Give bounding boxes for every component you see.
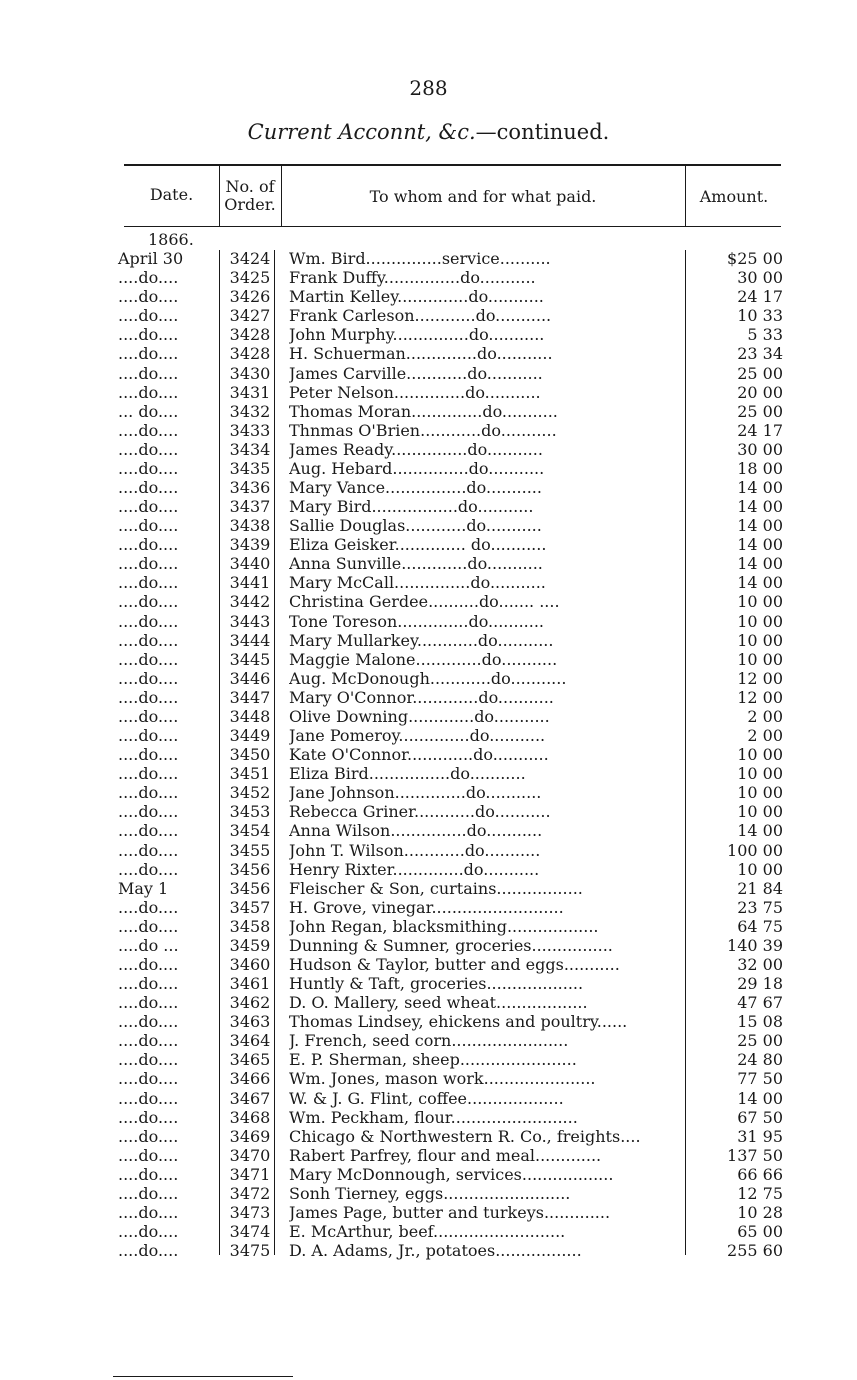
- table-row: [0, 249, 857, 268]
- row-description: Rabert Parfrey, flour and meal.............: [289, 1145, 602, 1165]
- row-date: ....do....: [118, 1164, 179, 1184]
- row-order-number: 3428: [229, 344, 271, 364]
- table-row: [0, 1203, 857, 1222]
- row-description: Peter Nelson..............do...........: [289, 382, 541, 402]
- row-description: Aug. McDonough............do...........: [289, 668, 567, 688]
- row-amount: 140 39: [727, 935, 783, 955]
- row-description: Anna Sunville.............do...........: [289, 554, 543, 574]
- table-row: [0, 650, 857, 669]
- row-description: Wm. Jones, mason work......................: [289, 1069, 596, 1089]
- row-order-number: 3451: [229, 764, 271, 784]
- row-amount: 10 28: [737, 1202, 783, 1222]
- row-date: ....do....: [118, 439, 179, 459]
- ledger-rows: [0, 230, 857, 1260]
- row-order-number: 3455: [229, 840, 271, 860]
- row-date: ....do....: [118, 611, 179, 631]
- row-description: Anna Wilson...............do...........: [289, 821, 543, 841]
- row-order-number: 3431: [229, 382, 271, 402]
- row-order-number: 3454: [229, 821, 271, 841]
- row-description: Mary Vance................do...........: [289, 478, 542, 498]
- row-date: ....do ...: [118, 935, 179, 955]
- row-description: Fleischer & Son, curtains.................: [289, 878, 583, 898]
- page-title: [0, 120, 857, 144]
- row-order-number: 3447: [229, 687, 271, 707]
- table-row: [0, 1089, 857, 1108]
- row-order-number: 3470: [229, 1145, 271, 1165]
- row-description: Thnmas O'Brien............do...........: [289, 420, 557, 440]
- row-order-number: 3450: [229, 745, 271, 765]
- row-date: ....do....: [118, 649, 179, 669]
- row-description: Jane Pomeroy..............do...........: [289, 726, 546, 746]
- row-description: J. French, seed corn.......................: [289, 1031, 569, 1051]
- row-amount: 12 75: [737, 1183, 783, 1203]
- row-order-number: 3440: [229, 554, 271, 574]
- row-description: John T. Wilson............do...........: [289, 840, 541, 860]
- row-date: ....do....: [118, 1088, 179, 1108]
- row-date: ....do....: [118, 458, 179, 478]
- table-row: [0, 325, 857, 344]
- row-date: ....do....: [118, 325, 179, 345]
- row-order-number: 3472: [229, 1183, 271, 1203]
- row-order-number: 3464: [229, 1031, 271, 1051]
- row-date: ....do....: [118, 745, 179, 765]
- row-amount: 10 00: [737, 859, 783, 879]
- row-date: ....do....: [118, 306, 179, 326]
- row-amount: 67 50: [737, 1107, 783, 1127]
- row-amount: 10 00: [737, 592, 783, 612]
- table-row: [0, 764, 857, 783]
- row-date: ....do....: [118, 1050, 179, 1070]
- table-row: [0, 612, 857, 631]
- header-description: To whom and for what paid.: [369, 187, 597, 206]
- row-description: Henry Rixter..............do...........: [289, 859, 540, 879]
- table-row: [0, 802, 857, 821]
- row-order-number: 3441: [229, 573, 271, 593]
- row-description: Mary Bird.................do...........: [289, 497, 534, 517]
- row-amount: 14 00: [737, 573, 783, 593]
- column-divider: [281, 166, 282, 226]
- row-date: ....do....: [118, 554, 179, 574]
- row-order-number: 3442: [229, 592, 271, 612]
- row-date: April 30: [118, 249, 184, 269]
- table-row: [0, 440, 857, 459]
- table-row: [0, 1012, 857, 1031]
- row-order-number: 3434: [229, 439, 271, 459]
- table-row: [0, 1050, 857, 1069]
- table-row: [0, 402, 857, 421]
- row-description: E. McArthur, beef..........................: [289, 1222, 566, 1242]
- row-order-number: 3471: [229, 1164, 271, 1184]
- row-description: Mary McCall...............do...........: [289, 573, 546, 593]
- year-row: [0, 230, 857, 249]
- row-amount: 14 00: [737, 821, 783, 841]
- row-amount: 23 75: [737, 897, 783, 917]
- row-amount: 10 00: [737, 764, 783, 784]
- row-amount: 2 00: [747, 726, 783, 746]
- row-date: ....do....: [118, 1202, 179, 1222]
- table-row: [0, 860, 857, 879]
- row-order-number: 3462: [229, 993, 271, 1013]
- row-order-number: 3459: [229, 935, 271, 955]
- row-amount: 25 00: [737, 401, 783, 421]
- row-order-number: 3456: [229, 859, 271, 879]
- row-order-number: 3424: [229, 249, 271, 269]
- row-date: ....do....: [118, 1183, 179, 1203]
- row-description: James Ready...............do...........: [289, 439, 543, 459]
- row-order-number: 3458: [229, 916, 271, 936]
- row-amount: 14 00: [737, 554, 783, 574]
- row-amount: 18 00: [737, 458, 783, 478]
- row-amount: 25 00: [737, 1031, 783, 1051]
- row-order-number: 3437: [229, 497, 271, 517]
- row-description: Frank Duffy...............do...........: [289, 268, 536, 288]
- row-date: ....do....: [118, 363, 179, 383]
- row-amount: 65 00: [737, 1222, 783, 1242]
- row-order-number: 3461: [229, 974, 271, 994]
- row-date: ....do....: [118, 974, 179, 994]
- row-amount: 64 75: [737, 916, 783, 936]
- table-row: [0, 535, 857, 554]
- row-order-number: 3446: [229, 668, 271, 688]
- row-date: May 1: [118, 878, 169, 898]
- row-order-number: 3463: [229, 1012, 271, 1032]
- row-description: Jane Johnson..............do...........: [289, 783, 542, 803]
- table-row: [0, 993, 857, 1012]
- row-description: James Carville............do...........: [289, 363, 543, 383]
- row-amount: 10 00: [737, 745, 783, 765]
- row-description: Mary O'Connor.............do...........: [289, 687, 554, 707]
- table-row: [0, 898, 857, 917]
- row-amount: 20 00: [737, 382, 783, 402]
- row-description: Rebecca Griner............do...........: [289, 802, 551, 822]
- row-description: Kate O'Connor.............do...........: [289, 745, 549, 765]
- row-order-number: 3433: [229, 420, 271, 440]
- row-date: ... do....: [118, 401, 179, 421]
- title-italic: Current Acconnt, &c.: [247, 120, 476, 144]
- row-amount: 10 00: [737, 611, 783, 631]
- row-description: Christina Gerdee..........do....... ....: [289, 592, 560, 612]
- table-row: [0, 1184, 857, 1203]
- row-order-number: 3473: [229, 1202, 271, 1222]
- row-date: ....do....: [118, 993, 179, 1013]
- row-description: Maggie Malone.............do...........: [289, 649, 558, 669]
- table-row: [0, 1146, 857, 1165]
- row-order-number: 3428: [229, 325, 271, 345]
- row-order-number: 3474: [229, 1222, 271, 1242]
- row-order-number: 3426: [229, 287, 271, 307]
- row-description: Wm. Peckham, flour.........................: [289, 1107, 578, 1127]
- row-order-number: 3444: [229, 630, 271, 650]
- row-date: ....do....: [118, 420, 179, 440]
- row-amount: 31 95: [737, 1126, 783, 1146]
- table-row: [0, 669, 857, 688]
- table-row: [0, 383, 857, 402]
- row-order-number: 3425: [229, 268, 271, 288]
- table-row: [0, 936, 857, 955]
- row-amount: 21 84: [737, 878, 783, 898]
- table-row: [0, 1222, 857, 1241]
- row-amount: 25 00: [737, 363, 783, 383]
- header-order: No. of Order.: [224, 177, 276, 214]
- row-order-number: 3460: [229, 954, 271, 974]
- row-date: ....do....: [118, 287, 179, 307]
- row-amount: 12 00: [737, 687, 783, 707]
- table-row: [0, 1127, 857, 1146]
- row-description: Chicago & Northwestern R. Co., freights....: [289, 1126, 641, 1146]
- table-row: [0, 1069, 857, 1088]
- table-row: [0, 1031, 857, 1050]
- table-row: [0, 344, 857, 363]
- row-description: John Murphy...............do...........: [289, 325, 545, 345]
- row-date: ....do....: [118, 1126, 179, 1146]
- row-date: ....do....: [118, 783, 179, 803]
- row-date: ....do....: [118, 1145, 179, 1165]
- row-date: ....do....: [118, 1241, 179, 1261]
- row-date: ....do....: [118, 954, 179, 974]
- row-date: ....do....: [118, 268, 179, 288]
- row-amount: 77 50: [737, 1069, 783, 1089]
- row-description: Huntly & Taft, groceries...................: [289, 974, 584, 994]
- row-order-number: 3453: [229, 802, 271, 822]
- row-description: Eliza Bird................do...........: [289, 764, 526, 784]
- row-description: Frank Carleson............do...........: [289, 306, 552, 326]
- row-date: ....do....: [118, 726, 179, 746]
- table-row: [0, 821, 857, 840]
- table-row: [0, 707, 857, 726]
- row-description: W. & J. G. Flint, coffee...................: [289, 1088, 564, 1108]
- row-description: Sonh Tierney, eggs.........................: [289, 1183, 571, 1203]
- row-order-number: 3432: [229, 401, 271, 421]
- row-date: ....do....: [118, 535, 179, 555]
- row-description: Martin Kelley..............do...........: [289, 287, 544, 307]
- table-row: [0, 726, 857, 745]
- row-description: Mary Mullarkey............do...........: [289, 630, 554, 650]
- table-row: [0, 497, 857, 516]
- row-date: ....do....: [118, 1031, 179, 1051]
- row-order-number: 3457: [229, 897, 271, 917]
- table-row: [0, 1241, 857, 1260]
- table-row: [0, 459, 857, 478]
- row-amount: 47 67: [737, 993, 783, 1013]
- table-row: [0, 955, 857, 974]
- row-date: ....do....: [118, 916, 179, 936]
- row-order-number: 3469: [229, 1126, 271, 1146]
- row-order-number: 3443: [229, 611, 271, 631]
- row-date: ....do....: [118, 859, 179, 879]
- table-row: [0, 268, 857, 287]
- row-amount: 137 50: [727, 1145, 783, 1165]
- row-amount: $25 00: [727, 249, 783, 269]
- table-row: [0, 631, 857, 650]
- table-row: [0, 478, 857, 497]
- column-divider: [685, 166, 686, 226]
- table-row: [0, 306, 857, 325]
- row-date: ....do....: [118, 497, 179, 517]
- table-row: [0, 421, 857, 440]
- row-order-number: 3436: [229, 478, 271, 498]
- header-date: Date.: [149, 185, 194, 204]
- row-amount: 255 60: [727, 1241, 783, 1261]
- row-amount: 14 00: [737, 1088, 783, 1108]
- row-order-number: 3468: [229, 1107, 271, 1127]
- row-amount: 24 80: [737, 1050, 783, 1070]
- row-description: Mary McDonnough, services..................: [289, 1164, 614, 1184]
- table-row: [0, 287, 857, 306]
- row-amount: 24 17: [737, 287, 783, 307]
- table-row: [0, 364, 857, 383]
- row-date: ....do....: [118, 706, 179, 726]
- row-amount: 10 00: [737, 802, 783, 822]
- row-date: ....do....: [118, 1069, 179, 1089]
- row-amount: 14 00: [737, 478, 783, 498]
- header-amount: Amount.: [699, 187, 769, 206]
- row-amount: 10 00: [737, 649, 783, 669]
- row-date: ....do....: [118, 344, 179, 364]
- row-description: Dunning & Sumner, groceries................: [289, 935, 613, 955]
- row-amount: 2 00: [747, 706, 783, 726]
- row-order-number: 3466: [229, 1069, 271, 1089]
- row-description: John Regan, blacksmithing..................: [289, 916, 599, 936]
- year-label: 1866.: [148, 230, 194, 249]
- row-amount: 29 18: [737, 974, 783, 994]
- row-amount: 14 00: [737, 497, 783, 517]
- row-amount: 24 17: [737, 420, 783, 440]
- table-row: [0, 1108, 857, 1127]
- row-description: Thomas Lindsey, ehickens and poultry......: [289, 1012, 628, 1032]
- table-top-rule: [124, 164, 781, 166]
- table-row: [0, 688, 857, 707]
- row-order-number: 3467: [229, 1088, 271, 1108]
- row-date: ....do....: [118, 478, 179, 498]
- row-description: Olive Downing.............do...........: [289, 706, 550, 726]
- table-row: [0, 917, 857, 936]
- row-amount: 32 00: [737, 954, 783, 974]
- row-amount: 30 00: [737, 439, 783, 459]
- row-date: ....do....: [118, 1222, 179, 1242]
- row-description: James Page, butter and turkeys.............: [289, 1202, 611, 1222]
- table-row: [0, 1165, 857, 1184]
- table-row: [0, 745, 857, 764]
- column-divider: [219, 166, 220, 226]
- row-amount: 14 00: [737, 516, 783, 536]
- row-amount: 14 00: [737, 535, 783, 555]
- row-amount: 5 33: [747, 325, 783, 345]
- row-description: Hudson & Taylor, butter and eggs...........: [289, 954, 620, 974]
- table-row: [0, 554, 857, 573]
- row-date: ....do....: [118, 1012, 179, 1032]
- header-bottom-rule: [124, 226, 781, 227]
- row-date: ....do....: [118, 1107, 179, 1127]
- table-row: [0, 573, 857, 592]
- table-row: [0, 592, 857, 611]
- row-description: Tone Toreson..............do...........: [289, 611, 544, 631]
- row-date: ....do....: [118, 516, 179, 536]
- row-order-number: 3427: [229, 306, 271, 326]
- row-date: ....do....: [118, 840, 179, 860]
- row-amount: 100 00: [727, 840, 783, 860]
- row-order-number: 3456: [229, 878, 271, 898]
- table-row: [0, 783, 857, 802]
- row-order-number: 3448: [229, 706, 271, 726]
- row-order-number: 3439: [229, 535, 271, 555]
- row-date: ....do....: [118, 764, 179, 784]
- row-container: [0, 249, 857, 1260]
- row-amount: 66 66: [737, 1164, 783, 1184]
- row-description: H. Schuerman..............do...........: [289, 344, 553, 364]
- row-date: ....do....: [118, 668, 179, 688]
- row-date: ....do....: [118, 897, 179, 917]
- bottom-rule: [113, 1376, 293, 1377]
- row-date: ....do....: [118, 821, 179, 841]
- row-description: Sallie Douglas............do...........: [289, 516, 542, 536]
- table-row: [0, 841, 857, 860]
- row-date: ....do....: [118, 802, 179, 822]
- row-order-number: 3430: [229, 363, 271, 383]
- row-amount: 15 08: [737, 1012, 783, 1032]
- row-amount: 30 00: [737, 268, 783, 288]
- row-amount: 12 00: [737, 668, 783, 688]
- row-order-number: 3465: [229, 1050, 271, 1070]
- row-order-number: 3475: [229, 1241, 271, 1261]
- row-description: H. Grove, vinegar..........................: [289, 897, 564, 917]
- row-date: ....do....: [118, 382, 179, 402]
- row-order-number: 3438: [229, 516, 271, 536]
- row-description: Aug. Hebard...............do...........: [289, 458, 545, 478]
- row-description: Wm. Bird...............service..........: [289, 249, 551, 269]
- row-description: E. P. Sherman, sheep.......................: [289, 1050, 577, 1070]
- page-number: 288: [409, 76, 448, 100]
- row-date: ....do....: [118, 592, 179, 612]
- row-order-number: 3435: [229, 458, 271, 478]
- row-description: Thomas Moran..............do...........: [289, 401, 558, 421]
- row-description: D. A. Adams, Jr., potatoes.................: [289, 1241, 582, 1261]
- row-description: D. O. Mallery, seed wheat..................: [289, 993, 588, 1013]
- row-order-number: 3449: [229, 726, 271, 746]
- title-rest: —continued.: [475, 120, 610, 144]
- row-amount: 10 00: [737, 783, 783, 803]
- row-order-number: 3452: [229, 783, 271, 803]
- row-date: ....do....: [118, 687, 179, 707]
- row-amount: 23 34: [737, 344, 783, 364]
- table-row: [0, 516, 857, 535]
- row-amount: 10 33: [737, 306, 783, 326]
- table-row: [0, 879, 857, 898]
- row-order-number: 3445: [229, 649, 271, 669]
- table-row: [0, 974, 857, 993]
- row-amount: 10 00: [737, 630, 783, 650]
- row-description: Eliza Geisker.............. do...........: [289, 535, 547, 555]
- row-date: ....do....: [118, 630, 179, 650]
- row-date: ....do....: [118, 573, 179, 593]
